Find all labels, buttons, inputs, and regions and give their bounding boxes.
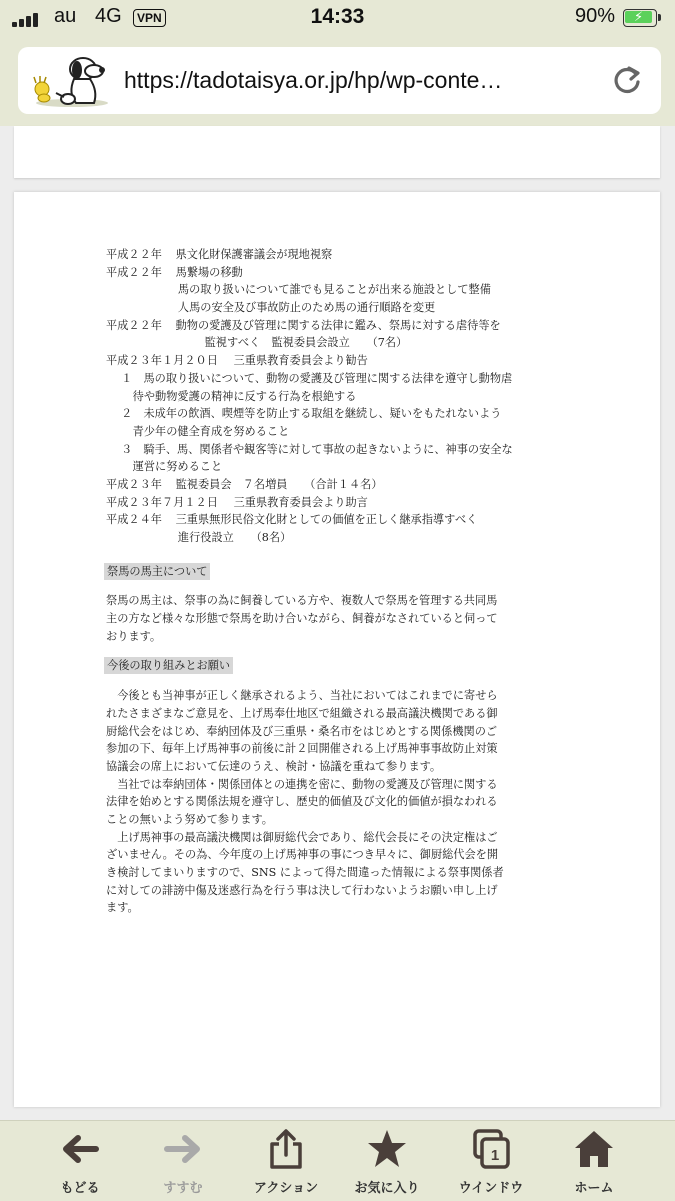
history-text: 馬繋場の移動 [175, 265, 243, 279]
history-line [106, 299, 576, 317]
history-text: 監視すべく 監視委員会設立 （7名） [204, 336, 408, 350]
history-year: 平成２３年 [106, 477, 162, 491]
reload-icon[interactable] [611, 64, 643, 96]
history-year: 平成２２年 [106, 265, 162, 279]
history-text: 監視委員会 ７名増員 （合計１４名） [175, 477, 383, 491]
paragraph-line: 法律を始めとする関係法規を遵守し、歴史的価値及び文化的価値が損なわれる [106, 795, 498, 809]
network-type: 4G [95, 5, 122, 27]
history-text: 三重県教育委員会より助言 [233, 495, 368, 509]
history-year: 平成２３年１月２０日 [106, 354, 218, 368]
history-line [106, 281, 576, 299]
history-line [106, 246, 576, 264]
history-line [106, 334, 576, 352]
history-text: 県文化財保護審議会が現地視察 [175, 248, 333, 261]
home-button[interactable] [539, 1121, 649, 1201]
history-line [106, 388, 576, 406]
bookmarks-label: お気に入り [354, 1180, 420, 1195]
history-line [106, 405, 576, 423]
paragraph-line: ます。 [106, 901, 139, 915]
forward-label: すすむ [163, 1180, 203, 1195]
browser-toolbar [0, 1120, 675, 1201]
section-future-efforts-text [106, 687, 576, 917]
section-heading-horse-owners: 祭馬の馬主について [104, 563, 210, 580]
history-text: 馬の取り扱いについて誰でも見ることが出来る施設として整備 [177, 283, 491, 297]
action-button[interactable] [231, 1121, 341, 1201]
history-text: 青少年の健全育成を努めること [132, 424, 290, 438]
history-line [106, 458, 576, 476]
paragraph-line: おります。 [106, 629, 162, 643]
share-icon [266, 1129, 306, 1169]
action-label: アクション [253, 1180, 319, 1195]
history-line [106, 476, 576, 494]
url-text[interactable]: https://tadotaisya.or.jp/hp/wp-conte… [124, 67, 503, 93]
star-icon [367, 1129, 407, 1169]
paragraph-line: 当社では奉納団体・関係団体との連携を密に、動物の愛護及び管理に関する [106, 777, 498, 791]
history-text: ３ 騎手、馬、関係者や観客等に対して事故の起きないように、神事の安全な [121, 442, 513, 456]
paragraph-line: ざいません。その為、今年度の上げ馬神事の事につき早々に、御厨総代会を開 [106, 848, 499, 862]
home-label: ホーム [574, 1180, 614, 1195]
history-line [106, 352, 576, 370]
section-heading-future-efforts: 今後の取り組みとお願い [104, 657, 233, 674]
arrow-right-icon [163, 1129, 203, 1169]
pdf-page-previous [14, 126, 660, 178]
windows-icon [471, 1129, 511, 1169]
history-text: 三重県教育委員会より勧告 [233, 354, 368, 368]
history-text: 進行役設立 （8名） [177, 531, 292, 544]
windows-label: ウインドウ [458, 1180, 524, 1195]
paragraph-line: 厨総代会をはじめ、奉納団体及び三重県・桑名市をはじめとする関係機関のご [106, 724, 498, 738]
window-count: 1 [490, 1147, 500, 1164]
document-body [106, 246, 576, 917]
status-bar [0, 0, 675, 38]
history-text: ２ 未成年の飲酒、喫煙等を防止する取組を継続し、疑いをもたれないよう [121, 407, 502, 421]
snoopy-woodstock-icon [26, 51, 116, 109]
section-horse-owners-text [106, 592, 576, 645]
history-text: 三重県無形民俗文化財としての価値を正しく継承指導すべく [175, 513, 478, 527]
history-line [106, 370, 576, 388]
windows-button[interactable] [436, 1121, 546, 1201]
history-text: 運営に努めること [132, 460, 223, 474]
pdf-page [14, 192, 660, 1107]
forward-button[interactable] [128, 1121, 238, 1201]
history-year: 平成２２年 [106, 318, 162, 332]
history-line [106, 423, 576, 441]
arrow-left-icon [60, 1129, 100, 1169]
history-line [106, 441, 576, 459]
history-year: 平成２３年７月１２日 [106, 495, 218, 509]
history-text: 動物の愛護及び管理に関する法律に鑑み、祭馬に対する虐待等を [175, 318, 501, 332]
address-bar[interactable] [18, 47, 661, 114]
paragraph-line: 上げ馬神事の最高議決機関は御厨総代会であり、総代会長にその決定権はご [106, 830, 498, 844]
vpn-badge: VPN [133, 9, 166, 27]
history-line [106, 317, 576, 335]
paragraph-line: 参加の下、毎年上げ馬神事の前後に計２回開催される上げ馬神事事故防止対策 [106, 742, 498, 756]
history-line [106, 529, 576, 547]
history-year: 平成２２年 [106, 248, 162, 261]
home-icon [574, 1129, 614, 1169]
back-label: もどる [60, 1180, 100, 1195]
paragraph-line: 今後とも当神事が正しく継承されるよう、当社においてはこれまでに寄せら [106, 689, 498, 703]
paragraph-line: 協議会の席上において伝達のうえ、検討・協議を重ねて参ります。 [106, 759, 442, 773]
carrier-name: au [54, 5, 77, 27]
bookmarks-button[interactable] [332, 1121, 442, 1201]
paragraph-line: ことの無いよう努めて参ります。 [106, 812, 273, 826]
history-line [106, 264, 576, 282]
history-text: 待や動物愛護の精神に反する行為を根絶する [132, 389, 357, 403]
paragraph-line: き検討してまいりますので、SNS によって得た間違った情報による祭事関係者 [106, 866, 504, 879]
history-text: 人馬の安全及び事故防止のため馬の通行順路を変更 [177, 301, 436, 315]
battery-charging-icon: ⚡ [623, 9, 661, 27]
back-button[interactable] [25, 1121, 135, 1201]
history-list [106, 246, 576, 547]
history-line [106, 494, 576, 512]
history-year: 平成２４年 [106, 513, 162, 527]
paragraph-line: に対しての誹謗中傷及迷惑行為を行う事は決して行わないようお願い申し上げ [106, 883, 498, 897]
paragraph-line: 祭馬の馬主は、祭事の為に飼養している方や、複数人で祭馬を管理する共同馬 [106, 594, 498, 608]
history-line [106, 511, 576, 529]
paragraph-line: 主の方など様々な形態で祭馬を助け合いながら、飼養がなされていると伺って [106, 612, 498, 626]
status-time: 14:33 [310, 5, 365, 28]
battery-percent: 90% [574, 5, 615, 27]
paragraph-line: れたさまざまなご意見を、上げ馬奉仕地区で組織される最高議決機関である御 [106, 706, 498, 720]
history-text: １ 馬の取り扱いについて、動物の愛護及び管理に関する法律を遵守し動物虐 [121, 371, 513, 385]
